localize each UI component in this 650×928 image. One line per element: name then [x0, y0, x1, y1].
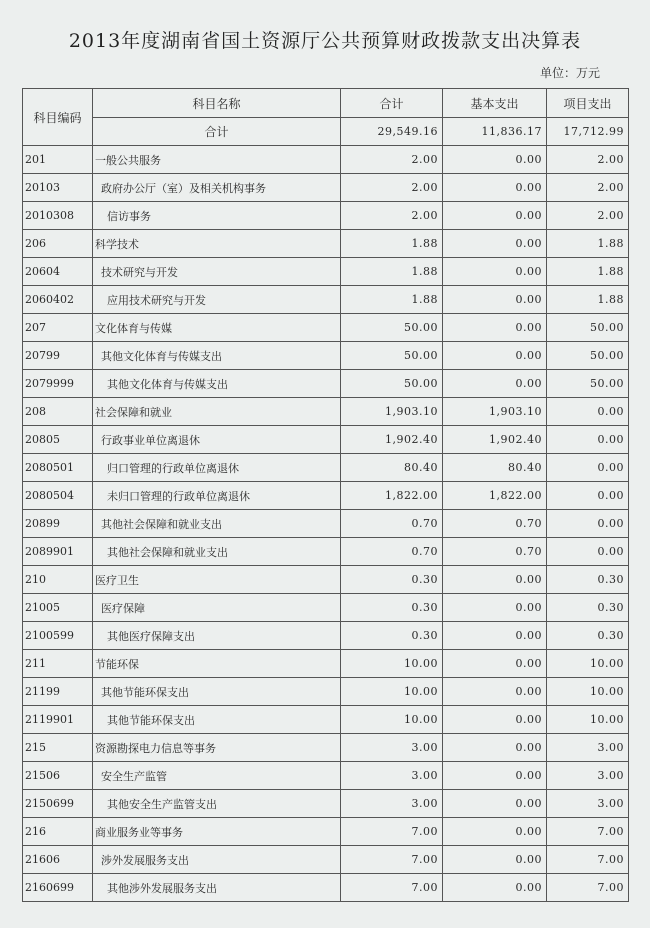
row-code: 20604	[23, 258, 93, 286]
row-total: 2.00	[341, 202, 443, 230]
row-project: 0.00	[547, 454, 629, 482]
row-project: 0.00	[547, 538, 629, 566]
row-project: 1.88	[547, 230, 629, 258]
summary-label: 合计	[93, 118, 341, 146]
header-row	[23, 89, 629, 118]
table-row	[23, 874, 629, 902]
table-row	[23, 622, 629, 650]
row-project: 10.00	[547, 650, 629, 678]
row-project: 50.00	[547, 370, 629, 398]
row-name: 其他社会保障和就业支出	[93, 538, 341, 566]
row-code: 21199	[23, 678, 93, 706]
row-total: 3.00	[341, 734, 443, 762]
row-code: 2150699	[23, 790, 93, 818]
row-name: 医疗卫生	[93, 566, 341, 594]
row-project: 0.30	[547, 594, 629, 622]
table-row	[23, 846, 629, 874]
table-row	[23, 342, 629, 370]
table-row	[23, 510, 629, 538]
row-basic: 0.00	[443, 202, 547, 230]
table-row	[23, 566, 629, 594]
row-basic: 0.00	[443, 342, 547, 370]
row-basic: 1,822.00	[443, 482, 547, 510]
table-row	[23, 146, 629, 174]
table-row	[23, 202, 629, 230]
row-basic: 0.00	[443, 734, 547, 762]
header-basic: 基本支出	[443, 89, 547, 118]
row-basic: 0.00	[443, 146, 547, 174]
row-project: 7.00	[547, 874, 629, 902]
row-code: 20899	[23, 510, 93, 538]
row-name: 其他社会保障和就业支出	[93, 510, 341, 538]
row-code: 2100599	[23, 622, 93, 650]
summary-project: 17,712.99	[547, 118, 629, 146]
row-basic: 0.00	[443, 566, 547, 594]
row-code: 208	[23, 398, 93, 426]
row-total: 1,902.40	[341, 426, 443, 454]
row-project: 2.00	[547, 146, 629, 174]
row-name: 医疗保障	[93, 594, 341, 622]
row-total: 1.88	[341, 286, 443, 314]
row-code: 201	[23, 146, 93, 174]
summary-row	[23, 118, 629, 146]
row-total: 1.88	[341, 258, 443, 286]
table-row	[23, 734, 629, 762]
table-row	[23, 818, 629, 846]
row-basic: 0.00	[443, 874, 547, 902]
row-total: 10.00	[341, 678, 443, 706]
row-project: 1.88	[547, 258, 629, 286]
row-name: 商业服务业等事务	[93, 818, 341, 846]
row-project: 10.00	[547, 706, 629, 734]
row-total: 10.00	[341, 650, 443, 678]
row-name: 其他医疗保障支出	[93, 622, 341, 650]
row-total: 3.00	[341, 790, 443, 818]
table-row	[23, 314, 629, 342]
row-total: 7.00	[341, 874, 443, 902]
row-code: 2160699	[23, 874, 93, 902]
row-code: 2080501	[23, 454, 93, 482]
table-row	[23, 230, 629, 258]
table-row	[23, 762, 629, 790]
row-total: 80.40	[341, 454, 443, 482]
row-total: 3.00	[341, 762, 443, 790]
table-row	[23, 706, 629, 734]
page-title: 2013年度湖南省国土资源厅公共预算财政拨款支出决算表	[68, 30, 582, 52]
row-basic: 0.00	[443, 846, 547, 874]
row-name: 其他节能环保支出	[93, 706, 341, 734]
summary-basic: 11,836.17	[443, 118, 547, 146]
row-project: 0.00	[547, 482, 629, 510]
row-project: 3.00	[547, 790, 629, 818]
table-row	[23, 426, 629, 454]
row-code: 20103	[23, 174, 93, 202]
row-code: 2089901	[23, 538, 93, 566]
row-basic: 0.00	[443, 678, 547, 706]
table-row	[23, 678, 629, 706]
expenditure-table	[22, 88, 629, 902]
row-basic: 0.00	[443, 174, 547, 202]
row-basic: 0.00	[443, 818, 547, 846]
row-total: 10.00	[341, 706, 443, 734]
row-total: 7.00	[341, 846, 443, 874]
row-basic: 0.00	[443, 790, 547, 818]
row-basic: 0.00	[443, 230, 547, 258]
row-code: 21005	[23, 594, 93, 622]
row-basic: 0.00	[443, 370, 547, 398]
row-total: 1.88	[341, 230, 443, 258]
row-name: 节能环保	[93, 650, 341, 678]
row-code: 207	[23, 314, 93, 342]
table-row	[23, 398, 629, 426]
header-project: 项目支出	[547, 89, 629, 118]
row-name: 其他文化体育与传媒支出	[93, 370, 341, 398]
summary-total: 29,549.16	[341, 118, 443, 146]
row-name: 未归口管理的行政单位离退休	[93, 482, 341, 510]
row-project: 7.00	[547, 846, 629, 874]
row-code: 20805	[23, 426, 93, 454]
row-basic: 0.00	[443, 706, 547, 734]
row-project: 0.30	[547, 566, 629, 594]
table-row	[23, 790, 629, 818]
row-name: 归口管理的行政单位离退休	[93, 454, 341, 482]
row-name: 信访事务	[93, 202, 341, 230]
row-name: 技术研究与开发	[93, 258, 341, 286]
row-code: 21606	[23, 846, 93, 874]
row-code: 20799	[23, 342, 93, 370]
row-total: 7.00	[341, 818, 443, 846]
table-row	[23, 594, 629, 622]
row-basic: 0.00	[443, 762, 547, 790]
row-name: 安全生产监管	[93, 762, 341, 790]
row-name: 行政事业单位离退休	[93, 426, 341, 454]
unit-label: 单位：万元	[540, 66, 601, 80]
row-basic: 0.00	[443, 314, 547, 342]
row-basic: 0.00	[443, 650, 547, 678]
row-name: 其他涉外发展服务支出	[93, 874, 341, 902]
row-project: 0.00	[547, 510, 629, 538]
row-total: 0.30	[341, 594, 443, 622]
row-total: 0.70	[341, 538, 443, 566]
row-project: 2.00	[547, 174, 629, 202]
header-code: 科目编码	[23, 89, 93, 146]
row-project: 0.00	[547, 426, 629, 454]
row-code: 206	[23, 230, 93, 258]
row-code: 2010308	[23, 202, 93, 230]
table-row	[23, 370, 629, 398]
row-name: 一般公共服务	[93, 146, 341, 174]
row-project: 3.00	[547, 734, 629, 762]
row-total: 50.00	[341, 314, 443, 342]
row-project: 3.00	[547, 762, 629, 790]
row-code: 210	[23, 566, 93, 594]
row-name: 资源勘探电力信息等事务	[93, 734, 341, 762]
row-project: 50.00	[547, 314, 629, 342]
row-name: 其他节能环保支出	[93, 678, 341, 706]
header-name: 科目名称	[93, 89, 341, 118]
row-name: 其他文化体育与传媒支出	[93, 342, 341, 370]
row-basic: 0.00	[443, 594, 547, 622]
row-total: 1,903.10	[341, 398, 443, 426]
row-basic: 1,902.40	[443, 426, 547, 454]
row-name: 政府办公厅（室）及相关机构事务	[93, 174, 341, 202]
row-project: 7.00	[547, 818, 629, 846]
row-total: 1,822.00	[341, 482, 443, 510]
row-code: 2079999	[23, 370, 93, 398]
row-total: 50.00	[341, 370, 443, 398]
row-code: 2119901	[23, 706, 93, 734]
table-row	[23, 174, 629, 202]
row-name: 其他安全生产监管支出	[93, 790, 341, 818]
table-row	[23, 258, 629, 286]
row-code: 2060402	[23, 286, 93, 314]
table-row	[23, 538, 629, 566]
table-row	[23, 650, 629, 678]
row-code: 21506	[23, 762, 93, 790]
row-name: 社会保障和就业	[93, 398, 341, 426]
table-row	[23, 482, 629, 510]
row-project: 50.00	[547, 342, 629, 370]
row-name: 科学技术	[93, 230, 341, 258]
row-basic: 0.00	[443, 286, 547, 314]
row-basic: 80.40	[443, 454, 547, 482]
row-total: 0.70	[341, 510, 443, 538]
row-project: 0.00	[547, 398, 629, 426]
row-basic: 0.00	[443, 258, 547, 286]
row-total: 50.00	[341, 342, 443, 370]
row-project: 2.00	[547, 202, 629, 230]
row-code: 211	[23, 650, 93, 678]
row-basic: 0.00	[443, 622, 547, 650]
table-row	[23, 454, 629, 482]
row-total: 0.30	[341, 566, 443, 594]
row-code: 2080504	[23, 482, 93, 510]
row-project: 0.30	[547, 622, 629, 650]
row-project: 10.00	[547, 678, 629, 706]
row-code: 215	[23, 734, 93, 762]
row-name: 应用技术研究与开发	[93, 286, 341, 314]
row-basic: 0.70	[443, 538, 547, 566]
row-total: 2.00	[341, 174, 443, 202]
row-total: 0.30	[341, 622, 443, 650]
header-total: 合计	[341, 89, 443, 118]
row-code: 216	[23, 818, 93, 846]
table-row	[23, 286, 629, 314]
row-name: 涉外发展服务支出	[93, 846, 341, 874]
row-project: 1.88	[547, 286, 629, 314]
row-basic: 0.70	[443, 510, 547, 538]
row-basic: 1,903.10	[443, 398, 547, 426]
row-name: 文化体育与传媒	[93, 314, 341, 342]
row-total: 2.00	[341, 146, 443, 174]
